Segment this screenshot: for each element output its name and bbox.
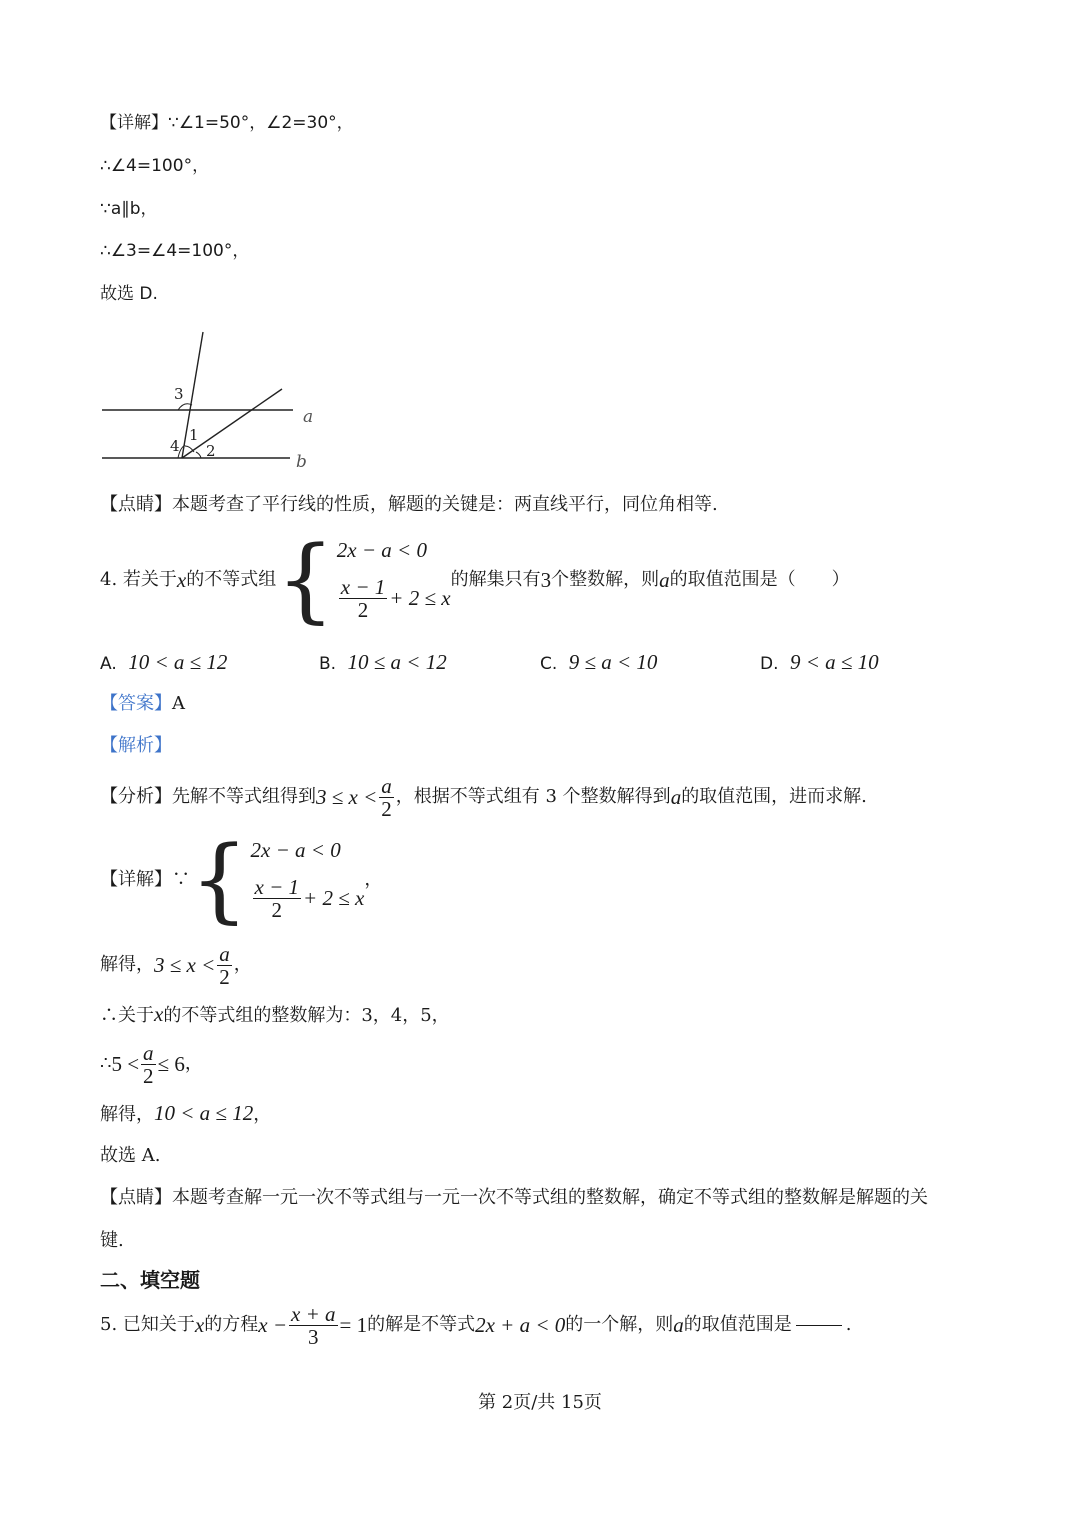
detail-line: 【详解】∵∠1=50°，∠2=30°，	[100, 113, 354, 133]
solve2-post: ，	[253, 1104, 272, 1125]
range-post: ，	[184, 1053, 203, 1074]
option-c-label: C.	[540, 654, 558, 674]
detail4-line	[100, 826, 383, 933]
q5-eq-den: 3	[308, 1324, 319, 1349]
answer-line	[100, 692, 185, 716]
q5-end: .	[845, 1314, 852, 1335]
q5-eq-left: x −	[258, 1312, 287, 1337]
parallel-lines-figure	[100, 325, 330, 475]
detail4-brace: {	[190, 826, 249, 933]
q5-tail3: 的取值范围是	[683, 1314, 792, 1335]
label-a: a	[303, 407, 314, 427]
detail4-comma: ，	[364, 869, 383, 890]
step-angle4: ∴∠4=100°，	[100, 156, 210, 176]
slanted-line	[182, 389, 282, 458]
step-parallel: ∵a∥b，	[100, 199, 158, 219]
q4-ineq2-rest: + 2 ≤ x	[389, 585, 451, 610]
option-b	[319, 650, 447, 676]
q4-mid: 的不等式组	[186, 569, 277, 590]
q5-answer-blank[interactable]	[796, 1325, 842, 1326]
angle2-arc	[196, 452, 201, 458]
choice-d: 故选 D.	[100, 284, 158, 304]
option-b-text: 10 ≤ a < 12	[347, 650, 447, 674]
analysis-post2: 的取值范围，进而求解.	[681, 786, 867, 807]
detail4-inequality-system	[190, 826, 365, 933]
q5-ineq: 2x + a < 0	[475, 1312, 566, 1337]
q4-brace: {	[276, 526, 335, 633]
solve2-expr: 10 < a ≤ 12	[154, 1101, 254, 1125]
q4-number: 4.	[100, 569, 118, 590]
analysis-label: 【分析】	[100, 786, 172, 807]
question-5	[100, 1300, 852, 1350]
q4-tail1: 的解集只有	[450, 569, 541, 590]
solve1-expr: 3 ≤ x <	[154, 952, 216, 977]
detail4-ineq2-rest: + 2 ≤ x	[303, 885, 365, 910]
range-right: ≤ 6	[157, 1051, 185, 1076]
q5-tail2: 的一个解，则	[565, 1314, 674, 1335]
int-post: 的不等式组的整数解为：3，4，5，	[163, 1005, 450, 1026]
comment-q4-line2: 键.	[100, 1230, 124, 1251]
q4-ineq1: 2x − a < 0	[336, 537, 427, 562]
range-den: 2	[143, 1063, 154, 1088]
solve2-line	[100, 1101, 271, 1127]
range-left: 5 <	[111, 1051, 140, 1076]
detail4-tag: 【详解】∵	[100, 869, 190, 890]
option-d	[760, 650, 879, 676]
range-num: a	[143, 1040, 154, 1065]
solve1-fraction	[217, 943, 232, 988]
option-b-label: B.	[319, 654, 337, 674]
analysis-frac-den: 2	[381, 796, 392, 821]
label-4: 4	[170, 437, 180, 455]
analysis-expr: 3 ≤ x <	[316, 784, 378, 809]
detail4-ineq1: 2x − a < 0	[250, 837, 341, 862]
section-heading: 二、填空题	[100, 1268, 200, 1292]
q5-var-x: x	[194, 1312, 205, 1337]
solve1-post: ，	[233, 954, 252, 975]
int-solutions-line	[100, 1002, 450, 1028]
label-3: 3	[174, 385, 184, 403]
q5-mid: 的方程	[204, 1314, 259, 1335]
q4-inequality-system	[276, 526, 451, 633]
analysis-var-a: a	[670, 784, 682, 809]
range-line	[100, 1039, 203, 1089]
page-footer: 第 2页/共 15页	[478, 1392, 602, 1413]
q4-var-a: a	[659, 567, 670, 592]
analysis-tag: 【解析】	[100, 735, 172, 756]
q4-ineq2-fraction	[339, 576, 388, 621]
solve1-line	[100, 940, 252, 990]
solve2-pre: 解得，	[100, 1104, 154, 1125]
question-4	[100, 526, 850, 633]
option-c	[540, 650, 657, 676]
comment-q3: 【点睛】本题考查了平行线的性质，解题的关键是：两直线平行，同位角相等.	[100, 494, 718, 515]
answer-tag: 【答案】	[100, 693, 172, 714]
step-angle3: ∴∠3=∠4=100°，	[100, 241, 250, 261]
detail4-ineq2-fraction	[253, 876, 302, 921]
comment-q4-line1: 【点睛】本题考查解一元一次不等式组与一元一次不等式组的整数解，确定不等式组的整数解是解题的关	[100, 1187, 928, 1208]
solve1-den: 2	[219, 964, 230, 989]
answer-value: A	[172, 693, 185, 714]
label-b: b	[296, 452, 307, 472]
analysis-frac-num: a	[381, 773, 392, 798]
int-var-x: x	[154, 1002, 164, 1026]
int-pre: ∴关于	[100, 1005, 154, 1026]
detail4-ineq2-den: 2	[271, 897, 283, 922]
option-a	[100, 650, 227, 676]
q4-lead: 若关于	[122, 569, 177, 590]
solve1-num: a	[219, 941, 230, 966]
q5-eq-num: x + a	[291, 1301, 336, 1326]
q4-tail3: 的取值范围是（ ）	[669, 569, 850, 590]
label-2: 2	[206, 442, 216, 460]
analysis-line	[100, 772, 867, 822]
q4-tail2: 个整数解，则	[551, 569, 660, 590]
option-d-text: 9 < a ≤ 10	[789, 650, 879, 674]
q5-number: 5.	[100, 1314, 118, 1335]
option-d-label: D.	[760, 654, 779, 674]
q5-var-a: a	[673, 1312, 684, 1337]
range-pre: ∴	[100, 1053, 112, 1074]
option-a-text: 10 < a ≤ 12	[128, 650, 228, 674]
label-1: 1	[189, 426, 199, 444]
detail4-ineq2-num: x − 1	[254, 874, 300, 899]
q5-lead: 已知关于	[122, 1314, 195, 1335]
q4-ineq2-num: x − 1	[340, 574, 386, 599]
q5-tail1: 的解是不等式	[367, 1314, 476, 1335]
q4-var-x: x	[176, 567, 187, 592]
q5-fraction	[289, 1303, 338, 1348]
analysis-pre: 先解不等式组得到	[172, 786, 316, 807]
option-a-label: A.	[100, 654, 117, 674]
q4-three: 3	[540, 567, 552, 592]
solve1-pre: 解得，	[100, 954, 154, 975]
choice-a: 故选 A.	[100, 1145, 161, 1166]
range-fraction	[141, 1042, 156, 1087]
q4-ineq2-den: 2	[357, 597, 369, 622]
q5-eq-right: = 1	[339, 1312, 368, 1337]
option-c-text: 9 ≤ a < 10	[568, 650, 658, 674]
analysis-fraction	[379, 775, 394, 820]
analysis-post1: ，根据不等式组有 3 个整数解得到	[395, 786, 671, 807]
